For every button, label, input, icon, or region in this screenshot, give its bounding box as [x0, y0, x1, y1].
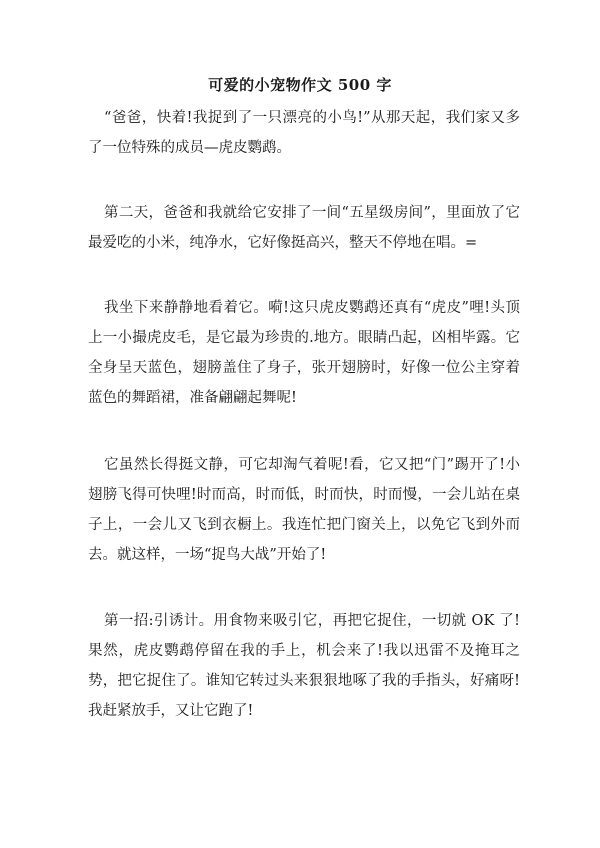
paragraph-4: 它虽然长得挺文静，可它却淘气着呢!看，它又把“门”踢开了!小翅膀飞得可快哩!时而高，时而低，时而快，时而慢，一会儿站在桌子上，一会儿又飞到衣橱上。我连忙把门窗关上，以免它飞到外而去。就这样，一场“捉鸟大战”开始了! — [88, 457, 520, 563]
paragraph-3: 我坐下来静静地看着它。嗬!这只虎皮鹦鹉还真有“虎皮”哩!头顶上一小撮虎皮毛，是它最为珍贵的.地方。眼睛凸起，凶相毕露。它全身呈天蓝色，翅膀盖住了身子，张开翅膀时，好像一位公主穿着蓝色的舞蹈裙，准备翩翩起舞呢! — [88, 300, 520, 406]
document-title: 可爱的小宠物作文 500 字 — [208, 76, 392, 94]
paragraph-5: 第一招:引诱计。用食物来吸引它，再把它捉住，一切就 OK 了!果然，虎皮鹦鹉停留在我的手上，机会来了!我以迅雷不及掩耳之势，把它捉住了。谁知它转过头来狠狠地啄了我的手指头，好痛呀!我赶紧放手，又让它跑了! — [88, 613, 520, 719]
paragraph-1: “爸爸，快着!我捉到了一只漂亮的小鸟!”从那天起，我们家又多了一位特殊的成员—虎皮鹦鹉。 — [88, 110, 520, 156]
paragraph-2: 第二天，爸爸和我就给它安排了一间“五星级房间”，里面放了它最爱吃的小米，纯净水，它好像挺高兴，整天不停地在唱。= — [88, 205, 520, 251]
